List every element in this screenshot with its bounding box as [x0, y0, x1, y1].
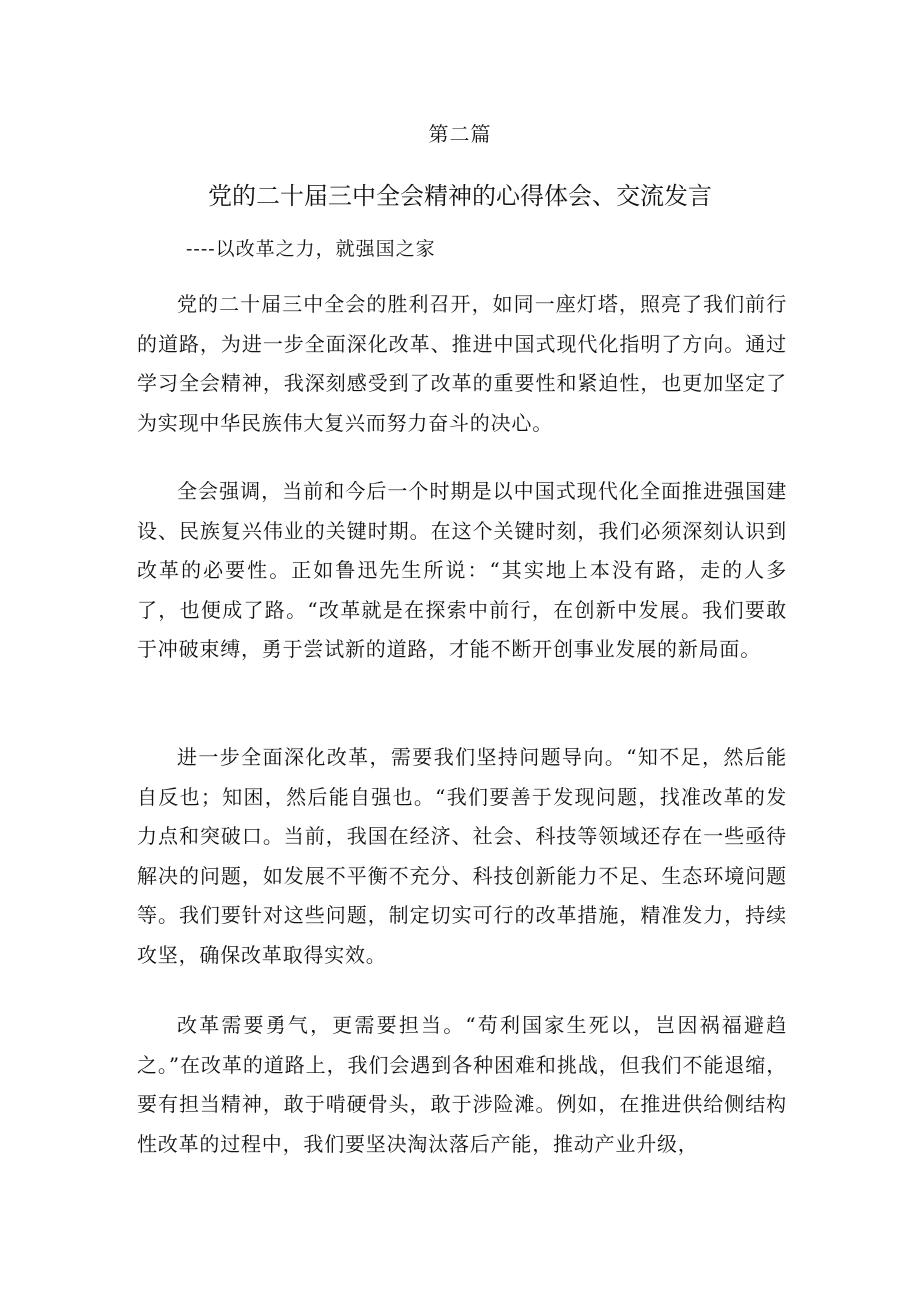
document-title: 党的二十届三中全会精神的心得体会、交流发言: [208, 182, 712, 210]
paragraph: 进一步全面深化改革，需要我们坚持问题导向。“知不足，然后能自反也；知困，然后能自强也。“我们要善于发现问题，找准改革的发力点和突破口。当前，我国在经济、社会、科技等领域还存在一些亟待解决的问题，如发展不平衡不充分、科技创新能力不足、生态环境问题等。我们要针对这些问题，制定切实可行的改革措施，精准发力，持续攻坚，确保改革取得实效。: [137, 745, 787, 967]
section-label: 第二篇: [428, 122, 492, 146]
paragraph: 党的二十届三中全会的胜利召开，如同一座灯塔，照亮了我们前行的道路，为进一步全面深化改革、推进中国式现代化指明了方向。通过学习全会精神，我深刻感受到了改革的重要性和紧迫性，也更加坚定了为实现中华民族伟大复兴而努力奋斗的决心。: [137, 292, 787, 435]
paragraph: 全会强调，当前和今后一个时期是以中国式现代化全面推进强国建设、民族复兴伟业的关键时期。在这个关键时刻，我们必须深刻认识到改革的必要性。正如鲁迅先生所说：“其实地上本没有路，走的人多了，也便成了路。“改革就是在探索中前行，在创新中发展。我们要敢于冲破束缚，勇于尝试新的道路，才能不断开创事业发展的新局面。: [137, 479, 787, 661]
paragraph: 改革需要勇气，更需要担当。“苟利国家生死以，岂因祸福避趋之。”在改革的道路上，我们会遇到各种困难和挑战，但我们不能退缩，要有担当精神，敢于啃硬骨头，敢于涉险滩。例如，在推进供给侧结构性改革的过程中，我们要坚决淘汰落后产能，推动产业升级，: [137, 1013, 787, 1156]
document-subtitle: ----以改革之力，就强国之家: [186, 238, 436, 260]
